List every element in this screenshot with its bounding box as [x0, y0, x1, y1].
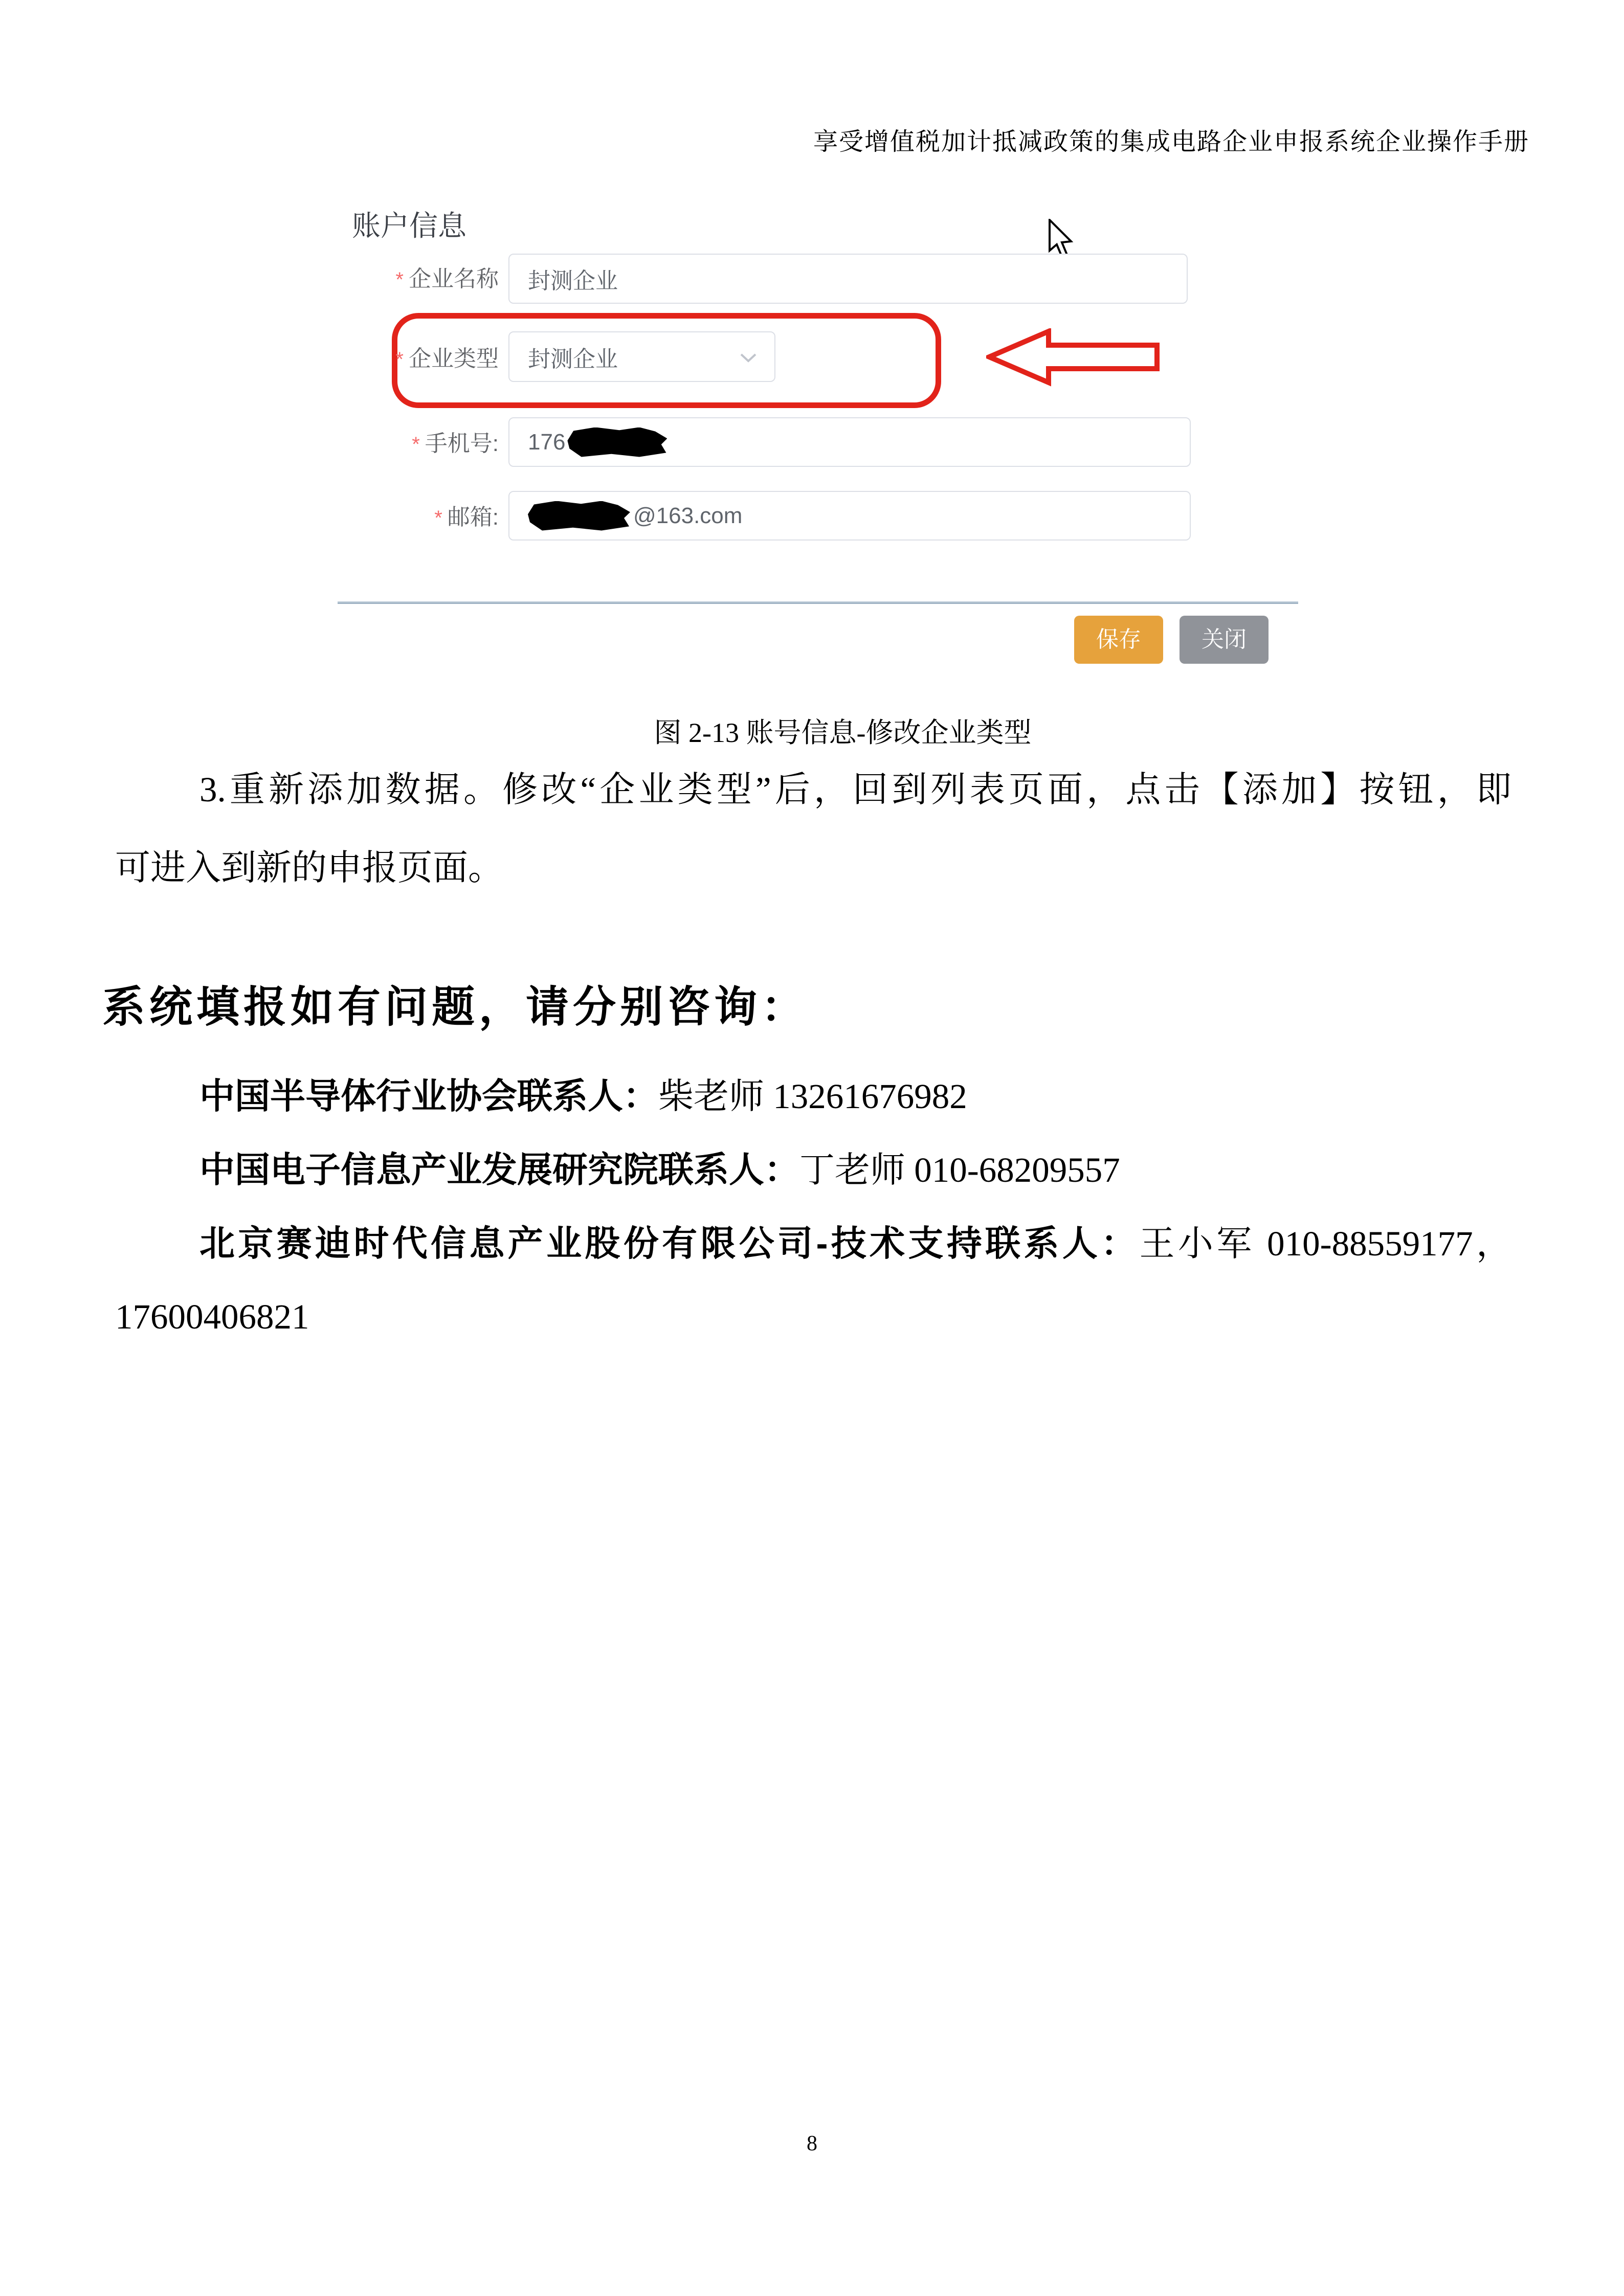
panel-divider	[338, 601, 1298, 604]
account-info-screenshot	[0, 0, 1624, 680]
body-paragraph	[115, 751, 1511, 907]
figure-caption: 图 2-13 账号信息-修改企业类型	[654, 717, 1032, 748]
email-label: * 邮箱:	[434, 505, 499, 530]
chevron-down-icon	[740, 353, 757, 363]
company-name-label: * 企业名称	[395, 266, 499, 291]
contact-list	[115, 1060, 1511, 1354]
redaction-blob	[528, 501, 630, 531]
page-number: 8	[807, 2132, 817, 2155]
panel-title: 账户信息	[352, 210, 466, 242]
contact-line: 中国电子信息产业发展研究院联系人：丁老师 010-68209557	[199, 1150, 1120, 1189]
contact-line: 北京赛迪时代信息产业股份有限公司-技术支持联系人：王小军 010-88559177，17600406821	[115, 1224, 1511, 1336]
phone-input[interactable]	[508, 417, 1191, 467]
email-input[interactable]	[508, 491, 1191, 541]
redaction-blob	[567, 427, 667, 457]
paragraph-line: 3.重新添加数据。修改“企业类型”后，回到列表页面，点击【添加】按钮，即	[199, 770, 1511, 809]
company-type-select[interactable]: 封测企业	[508, 331, 775, 382]
email-visible-domain: @163.com	[633, 503, 743, 528]
phone-visible-digits: 176	[528, 429, 566, 455]
company-name-input[interactable]	[508, 254, 1188, 304]
arrow-left-icon	[986, 328, 1162, 387]
contact-line: 中国半导体行业协会联系人：柴老师 13261676982	[199, 1076, 967, 1116]
phone-label: * 手机号:	[412, 431, 499, 456]
required-marker: *	[395, 268, 404, 291]
document-header: 享受增值税加计抵减政策的集成电路企业申报系统企业操作手册	[813, 128, 1529, 155]
paragraph-line: 可进入到新的申报页面。	[115, 848, 503, 887]
close-button[interactable]: 关闭	[1180, 616, 1269, 664]
consult-heading: 系统填报如有问题，请分别咨询：	[102, 981, 809, 1032]
save-button[interactable]: 保存	[1074, 616, 1163, 664]
company-type-label: * 企业类型	[395, 346, 499, 371]
